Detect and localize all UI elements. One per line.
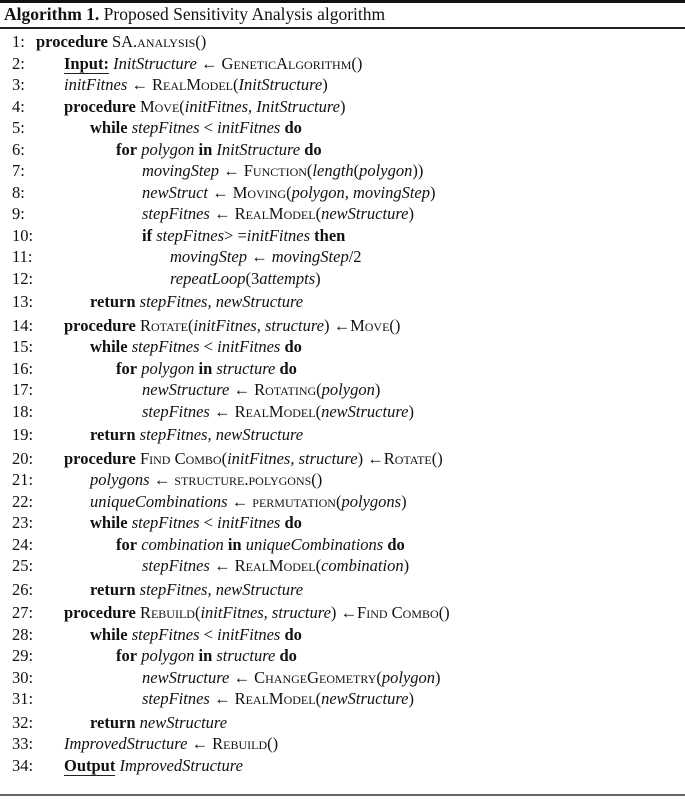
symbol: ← [208,182,233,202]
variable: newStructure [321,204,409,223]
symbol: ( [335,491,342,511]
line-code [64,602,450,624]
function-name: RealModel [234,204,316,223]
variable: stepFitnes [142,556,210,575]
line-number: 21: [12,470,34,489]
keyword: in [223,534,242,554]
variable: attempts [259,268,316,288]
variable: newStructure [321,689,409,708]
variable: polygon [137,139,195,159]
symbol: ) [315,268,321,288]
line-code [90,424,303,446]
symbol: ← [227,491,253,511]
symbol: ( [316,380,322,399]
variable: stepFitnes [142,204,210,223]
function-name: Move [350,315,390,335]
symbol: ( [286,182,292,202]
symbol: ) ← [323,315,351,335]
function-name: RealModel [234,401,316,421]
function-name: GeneticAlgorithm [221,53,352,73]
symbol: ) [339,96,346,116]
variable: initFitnes [64,75,128,94]
symbol: ) [403,556,410,575]
function-name: analysis [137,32,196,51]
function-name: permutation [252,491,336,511]
variable: stepFitnes, newStructure [135,292,304,311]
line-number: 23: [12,513,34,532]
variable: polygons [341,491,402,511]
function-name: Moving [232,182,287,202]
line-number: 18: [12,401,34,421]
keyword: while [90,513,128,532]
function-name: Rotating [254,380,317,399]
top-rule [0,0,685,3]
variable: uniqueCombinations [90,491,228,511]
line-number: 11: [12,247,33,266]
variable: stepFitnes [127,513,200,532]
keyword: Input: [64,53,109,73]
symbol: ( [315,401,322,421]
line-number: 15: [12,337,34,356]
variable: stepFitnes [127,337,200,356]
line-code [170,268,321,290]
line-number: 25: [12,556,34,575]
line-code [64,74,328,96]
variable: combination [321,556,404,575]
line-code [142,160,423,182]
symbol: ) [374,380,381,399]
symbol: ← [218,161,244,180]
variable: movingStep [271,247,349,266]
symbol: > = [224,225,247,245]
keyword: while [90,624,128,644]
symbol: ) [408,689,414,708]
symbol: < [199,624,218,644]
variable: newStruct [142,182,208,202]
line-code [142,379,380,401]
symbol: ← [209,689,235,708]
line-number: 22: [12,491,34,511]
keyword: procedure [64,448,136,468]
variable: combination [137,534,224,554]
symbol: SA. [107,32,138,51]
symbol: ) [408,204,414,223]
variable: polygon [359,161,413,180]
variable: newStructure [135,712,228,732]
variable: newStructure [142,667,230,687]
symbol: ( [376,667,382,687]
line-number: 27: [12,603,34,622]
variable: stepFitnes [152,225,225,245]
line-number: 20: [12,448,34,468]
line-number: 16: [12,358,34,378]
line-number: 19: [12,425,34,444]
variable: newStructure [142,380,230,399]
line-code [116,358,297,380]
line-code [90,579,303,601]
variable: repeatLoop [170,268,246,288]
function-name: Find Combo [357,603,439,622]
keyword: do [280,118,302,137]
symbol: ) ← [357,448,384,468]
keyword: while [90,118,128,137]
keyword: Output [64,755,116,775]
line-number: 4: [12,96,25,116]
function-name: RealModel [152,75,233,94]
line-number: 8: [12,182,25,202]
line-code [90,491,407,513]
line-number: 7: [12,161,25,180]
line-code [142,555,409,577]
line-number: 17: [12,380,34,399]
line-number: 31: [12,689,34,708]
line-code [90,712,227,734]
line-code [116,645,297,667]
symbol: ) ← [330,603,358,622]
symbol: < [199,118,218,137]
line-number: 2: [12,53,25,73]
line-number: 3: [12,75,25,94]
symbol: ) [429,182,436,202]
line-code [142,401,414,423]
symbol: () [311,470,323,489]
variable: uniqueCombinations [241,534,384,554]
function-name: Rebuild [212,734,268,753]
keyword: do [383,534,405,554]
symbol: ( [315,556,322,575]
symbol: ( [315,204,322,223]
keyword: procedure [36,32,108,51]
symbol: ← [229,667,255,687]
variable: movingStep [170,247,247,266]
variable: InitStructure [108,53,197,73]
symbol: ) [322,75,328,94]
keyword: do [280,624,302,644]
variable: movingStep [142,161,219,180]
variable: initFitnes [217,118,281,137]
symbol: /2 [348,247,362,266]
line-code [90,336,302,358]
algorithm-label: Algorithm 1. [4,4,100,24]
line-code [64,755,243,777]
function-name: Rotate [383,448,432,468]
keyword: in [194,358,213,378]
variable: initFitnes [217,624,281,644]
keyword: procedure [64,603,136,622]
line-code [64,448,443,470]
line-number: 34: [12,755,34,775]
function-name: ChangeGeometry [254,667,377,687]
line-code [142,182,435,204]
variable: InitStructure [212,139,301,159]
keyword: for [116,358,138,378]
variable: stepFitnes, newStructure [135,579,304,599]
line-code [36,31,206,53]
symbol: < [199,513,218,532]
algorithm-title: Proposed Sensitivity Analysis algorithm [103,4,386,24]
line-code [90,512,302,534]
variable: initFitnes, structure [193,315,324,335]
keyword: procedure [64,96,136,116]
line-number: 29: [12,646,34,665]
line-number: 12: [12,268,34,288]
variable: ImprovedStructure [115,755,243,775]
function-name: RealModel [234,556,316,575]
symbol: () [195,32,207,51]
keyword: do [280,513,302,532]
line-code [142,225,345,247]
line-number: 28: [12,624,34,644]
variable: initFitnes, structure [200,603,331,622]
symbol: ( [179,96,185,116]
symbol: )) [412,161,424,180]
variable: initFitnes, InitStructure [184,96,340,116]
variable: ImprovedStructure [64,734,188,753]
line-code [64,733,278,755]
variable: polygon [137,646,195,665]
line-code [90,469,322,491]
line-number: 33: [12,734,34,753]
keyword: return [90,579,136,599]
line-number: 9: [12,204,25,223]
line-code [116,534,405,556]
keyword: in [194,139,213,159]
variable: polygon [381,667,436,687]
line-number: 10: [12,225,34,245]
line-code [170,246,362,268]
algorithm-caption [4,4,385,25]
variable: length [312,161,354,180]
variable: structure [212,646,276,665]
symbol: () [351,53,363,73]
line-code [142,667,441,689]
variable: stepFitnes, newStructure [135,425,304,444]
variable: newStructure [321,401,409,421]
line-code [90,117,302,139]
line-code [142,203,414,225]
line-number: 1: [12,32,25,51]
symbol: ← [127,75,152,94]
symbol: ← [196,53,222,73]
variable: stepFitnes [142,401,210,421]
line-number: 26: [12,579,34,599]
symbol: ) [401,491,407,511]
bottom-rule [0,794,685,796]
keyword: for [116,139,138,159]
keyword: if [142,225,153,245]
symbol: ( [233,75,239,94]
keyword: procedure [64,315,136,335]
variable: initFitnes [246,225,311,245]
keyword: return [90,292,136,311]
keyword: do [275,358,297,378]
symbol: (3 [245,268,260,288]
line-code [116,139,322,161]
symbol: ( [315,689,322,708]
line-number: 5: [12,118,25,137]
symbol: ( [306,161,313,180]
function-name: structure.polygons [174,470,312,489]
keyword: while [90,337,128,356]
line-code [90,624,302,646]
variable: stepFitnes [142,689,210,708]
symbol: () [438,603,450,622]
function-name: Rebuild [139,603,195,622]
function-name: Move [139,96,180,116]
function-name: Find Combo [139,448,222,468]
line-code [64,53,362,75]
variable: initFitnes, structure [227,448,358,468]
keyword: return [90,712,136,732]
symbol: ) [435,667,441,687]
symbol: ← [209,401,235,421]
line-code [142,688,414,710]
symbol: ← [187,734,213,753]
keyword: for [116,534,138,554]
function-name: Function [243,161,307,180]
line-number: 30: [12,667,34,687]
keyword: then [310,225,346,245]
variable: polygons [90,470,150,489]
symbol: < [199,337,218,356]
symbol: ← [209,204,235,223]
variable: polygon [137,358,195,378]
symbol: ← [149,470,175,489]
keyword: return [90,425,136,444]
caption-rule [0,27,685,29]
keyword: do [300,139,322,159]
symbol: ← [246,247,272,266]
function-name: Rotate [139,315,188,335]
line-number: 24: [12,534,34,554]
symbol: ) [408,401,414,421]
line-number: 13: [12,292,34,311]
variable: initFitnes [217,337,281,356]
line-code [64,315,400,337]
variable: stepFitnes [127,118,200,137]
symbol: ← [209,556,235,575]
symbol: () [431,448,443,468]
variable: initFitnes [217,513,281,532]
symbol: ← [229,380,255,399]
symbol: ( [353,161,360,180]
keyword: do [280,337,302,356]
variable: stepFitnes [127,624,200,644]
symbol: ( [194,603,201,622]
line-code [90,291,303,313]
keyword: in [194,646,213,665]
symbol: ( [221,448,228,468]
function-name: RealModel [234,689,316,708]
symbol: () [267,734,279,753]
line-number: 32: [12,712,34,732]
keyword: do [275,646,297,665]
variable: polygon [321,380,375,399]
line-number: 6: [12,139,25,159]
symbol: ( [187,315,194,335]
symbol: () [389,315,401,335]
variable: InitStructure [238,75,323,94]
line-number: 14: [12,315,34,335]
variable: structure [212,358,276,378]
line-code [64,96,345,118]
variable: polygon, movingStep [291,182,430,202]
keyword: for [116,646,138,665]
